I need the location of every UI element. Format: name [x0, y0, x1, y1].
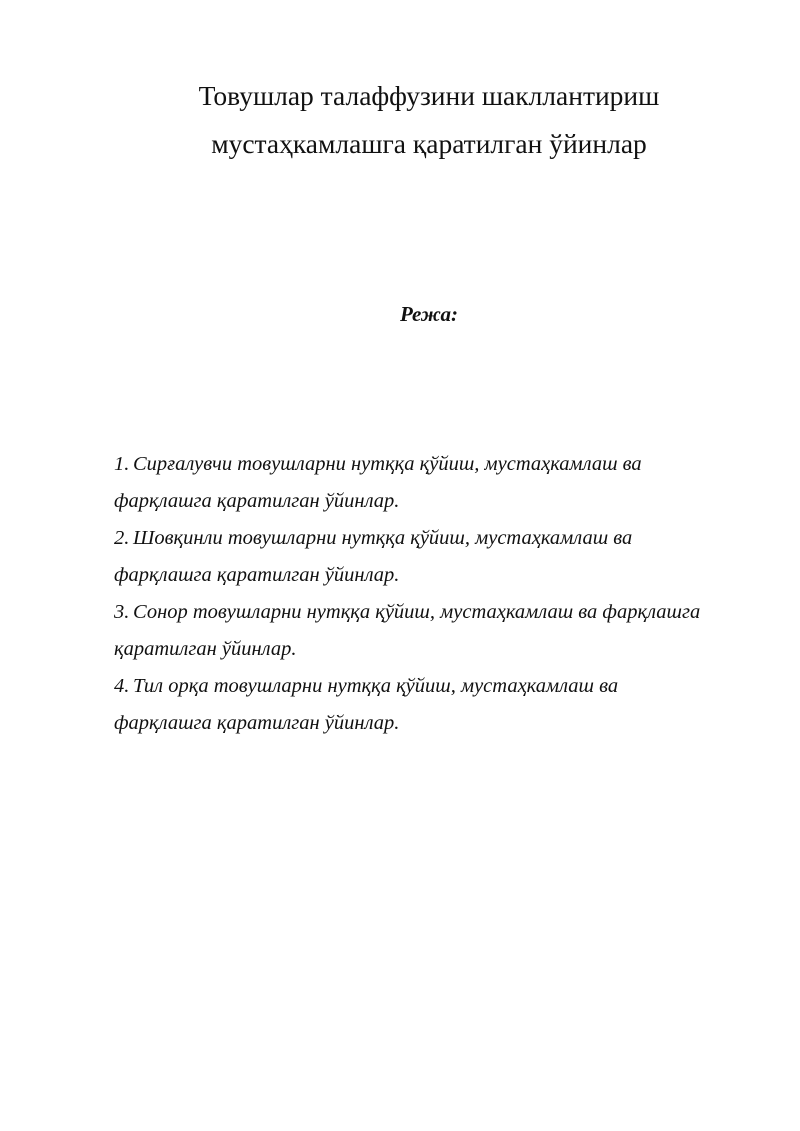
item-text-line-1: Шовқинли товушларни нутққа қўйиш, мустаҳкамлаш ва [133, 527, 633, 549]
list-item [114, 520, 744, 594]
item-text-line-2: фарқлашга қаратилган ўйинлар. [114, 712, 400, 734]
plan-heading: Режа: [399, 302, 459, 326]
plan-list [114, 446, 744, 742]
item-text-line-1: Сонор товушларни нутққа қўйиш, мустаҳкамлаш ва фарқлашга [133, 601, 701, 623]
title-line-2: мустаҳкамлашга қаратилган ўйинлар [211, 128, 647, 159]
title-line-1: Товушлар талаффузини шакллантириш [198, 80, 660, 111]
item-number: 4. [114, 675, 130, 697]
document-title [0, 72, 800, 168]
item-text-line-2: қаратилган ўйинлар. [114, 638, 297, 660]
item-text-line-2: фарқлашга қаратилган ўйинлар. [114, 564, 400, 586]
item-text-line-2: фарқлашга қаратилган ўйинлар. [114, 490, 400, 512]
list-item [114, 594, 744, 668]
list-item [114, 668, 744, 742]
item-text-line-1: Сирғалувчи товушларни нутққа қўйиш, мустаҳкамлаш ва [133, 453, 642, 475]
list-item [114, 446, 744, 520]
item-number: 2. [114, 527, 130, 549]
item-number: 3. [114, 601, 130, 623]
item-number: 1. [114, 453, 130, 475]
item-text-line-1: Тил орқа товушларни нутққа қўйиш, мустаҳкамлаш ва [133, 675, 619, 697]
